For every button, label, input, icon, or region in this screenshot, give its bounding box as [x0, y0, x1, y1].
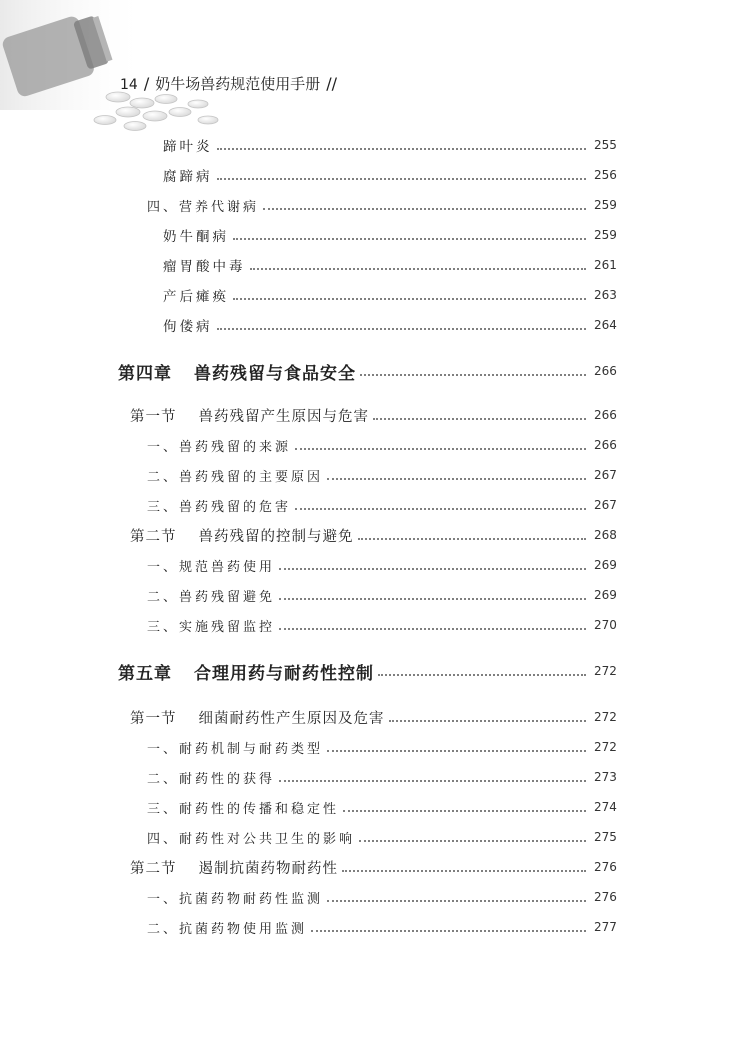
toc-entry-item [163, 254, 620, 276]
toc-entry-title [130, 525, 358, 546]
toc-entry-title: 三、兽药残留的危害 [147, 499, 292, 515]
toc-entry-sub [147, 434, 620, 456]
toc-entry-sub [147, 584, 620, 606]
dot-leader [358, 537, 587, 540]
toc-entry-sub [147, 614, 620, 636]
toc-entry-title: 瘤胃酸中毒 [163, 259, 246, 275]
dot-leader [233, 237, 586, 240]
toc-entry-label: 兽药残留与食品安全 [194, 363, 356, 384]
toc-entry-title: 一、规范兽药使用 [147, 559, 276, 575]
toc-entry-title [130, 405, 373, 426]
toc-entry-chapter [118, 660, 620, 682]
toc-entry-title: 一、兽药残留的来源 [147, 439, 292, 455]
toc-entry-title: 四、耐药性对公共卫生的影响 [147, 831, 356, 847]
toc-entry-title: 一、耐药机制与耐药类型 [147, 741, 324, 757]
toc-page-number: 266 [594, 408, 617, 422]
toc-page-number: 261 [594, 258, 617, 272]
dot-leader [342, 869, 586, 872]
toc-entry-title [130, 857, 342, 878]
dot-leader [217, 147, 587, 150]
toc-page-number: 272 [594, 664, 617, 678]
toc-entry-title: 三、耐药性的传播和稳定性 [147, 801, 340, 817]
toc-page-number: 274 [594, 800, 617, 814]
toc-entry-sub [147, 494, 620, 516]
dot-leader [360, 373, 586, 376]
toc-page-number: 269 [594, 588, 617, 602]
toc-entry-number: 第五章 [118, 663, 172, 684]
toc-entry-title: 佝偻病 [163, 319, 213, 335]
dot-leader [263, 207, 586, 210]
toc-entry-item [163, 164, 620, 186]
toc-entry-title: 二、兽药残留的主要原因 [147, 469, 324, 485]
toc-page-number: 266 [594, 364, 617, 378]
toc-entry-chapter [118, 360, 620, 382]
toc-page-number: 273 [594, 770, 617, 784]
toc-entry-item [163, 224, 620, 246]
toc-entry-title: 二、兽药残留避免 [147, 589, 276, 605]
toc-entry-number: 第二节 [130, 860, 177, 877]
dot-leader [343, 809, 586, 812]
toc-entry-title [118, 659, 378, 684]
toc-entry-section [130, 856, 620, 878]
toc-entry-section [130, 706, 620, 728]
toc-entry-title: 产后瘫痪 [163, 289, 229, 305]
toc-page-number: 272 [594, 710, 617, 724]
dot-leader [327, 749, 586, 752]
toc-entry-title: 三、实施残留监控 [147, 619, 276, 635]
toc-entry-title: 蹄叶炎 [163, 139, 213, 155]
toc-page-number: 275 [594, 830, 617, 844]
toc-page-number: 276 [594, 890, 617, 904]
toc-entry-label: 细菌耐药性产生原因及危害 [198, 710, 385, 727]
toc-page-number: 267 [594, 498, 617, 512]
dot-leader [359, 839, 586, 842]
toc-entry-label: 遏制抗菌药物耐药性 [198, 860, 338, 877]
book-title: 奶牛场兽药规范使用手册 [155, 75, 321, 93]
dot-leader [311, 929, 586, 932]
toc-entry-sub [147, 796, 620, 818]
toc-entry-number: 第四章 [118, 363, 172, 384]
header-slash-right: // [326, 74, 338, 93]
toc-page-number: 264 [594, 318, 617, 332]
toc-entry-title [130, 707, 389, 728]
toc-entry-sub [147, 916, 620, 938]
dot-leader [279, 779, 586, 782]
toc-page-number: 272 [594, 740, 617, 754]
dot-leader [217, 327, 587, 330]
toc-entry-title: 二、抗菌药物使用监测 [147, 921, 308, 937]
dot-leader [217, 177, 587, 180]
toc-entry-section [130, 404, 620, 426]
dot-leader [389, 719, 587, 722]
toc-page-number: 268 [594, 528, 617, 542]
dot-leader [373, 417, 586, 420]
dot-leader [295, 447, 586, 450]
toc-entry-title [118, 359, 360, 384]
toc-entry-item [163, 134, 620, 156]
toc-page-number: 270 [594, 618, 617, 632]
toc-entry-item [163, 314, 620, 336]
dot-leader [378, 673, 586, 676]
toc-entry-label: 兽药残留的控制与避免 [198, 528, 354, 545]
dot-leader [279, 627, 586, 630]
toc-entry-number: 第一节 [130, 710, 177, 727]
toc-page-number: 267 [594, 468, 617, 482]
dot-leader [327, 899, 586, 902]
dot-leader [327, 477, 586, 480]
toc-entry-sub [147, 826, 620, 848]
toc-page-number: 259 [594, 228, 617, 242]
toc-entry-sub [147, 736, 620, 758]
toc-page-number: 269 [594, 558, 617, 572]
dot-leader [233, 297, 586, 300]
dot-leader [279, 597, 586, 600]
toc-entry-sub [147, 554, 620, 576]
dot-leader [295, 507, 586, 510]
toc-entry-title: 四、营养代谢病 [147, 199, 260, 215]
toc-entry-number: 第二节 [130, 528, 177, 545]
toc-page-number: 256 [594, 168, 617, 182]
toc-entry-title: 一、抗菌药物耐药性监测 [147, 891, 324, 907]
toc-entry-section [130, 524, 620, 546]
toc-page-number: 255 [594, 138, 617, 152]
dot-leader [279, 567, 586, 570]
toc-page-number: 266 [594, 438, 617, 452]
toc-entry-title: 腐蹄病 [163, 169, 213, 185]
header-slash-left: / [143, 74, 150, 93]
toc-entry-title: 奶牛酮病 [163, 229, 229, 245]
toc-entry-sub [147, 194, 620, 216]
toc-page-number: 259 [594, 198, 617, 212]
toc-page-number: 276 [594, 860, 617, 874]
toc-entry-item [163, 284, 620, 306]
toc-page-number: 263 [594, 288, 617, 302]
page-number: 14 [120, 77, 138, 93]
toc-entry-title: 二、耐药性的获得 [147, 771, 276, 787]
toc-entry-sub [147, 766, 620, 788]
toc-entry-number: 第一节 [130, 408, 177, 425]
toc-page-number: 277 [594, 920, 617, 934]
toc-entry-sub [147, 464, 620, 486]
toc-entry-sub [147, 886, 620, 908]
toc-entry-label: 合理用药与耐药性控制 [194, 663, 374, 684]
dot-leader [250, 267, 587, 270]
toc-entry-label: 兽药残留产生原因与危害 [198, 408, 369, 425]
